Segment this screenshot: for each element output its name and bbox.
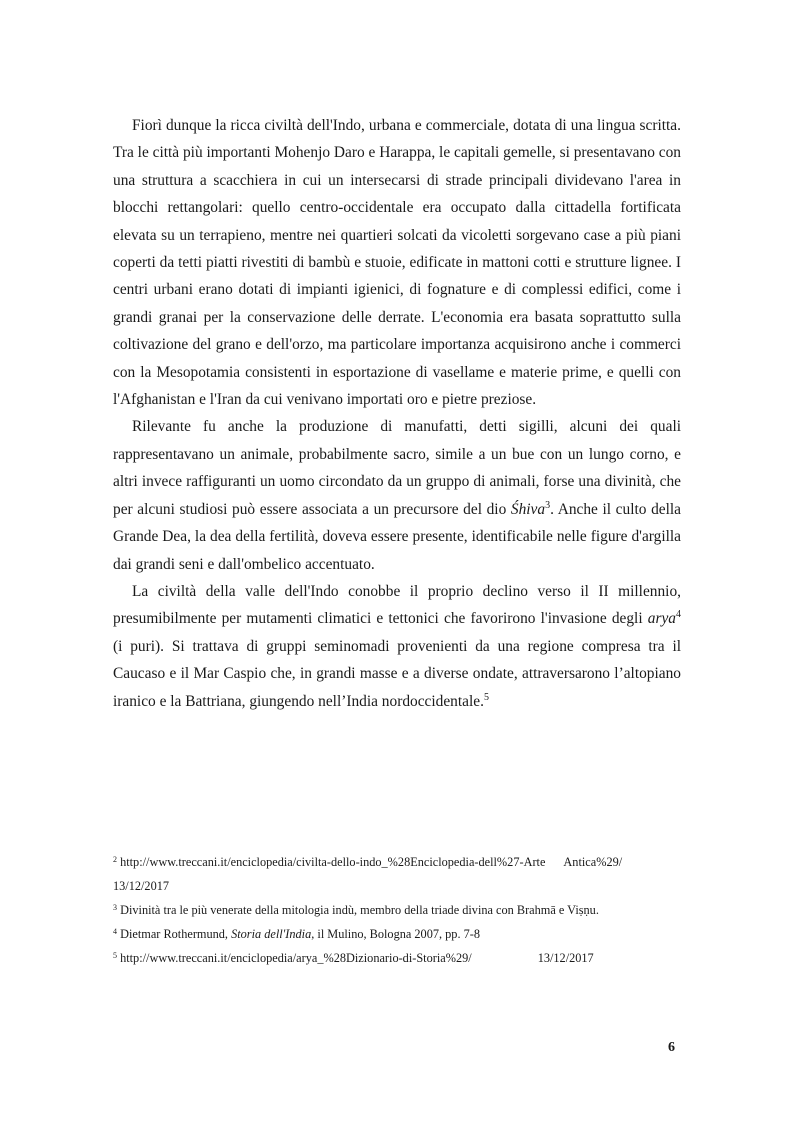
page-number: 6 [668, 1040, 675, 1055]
footnote-book-title: Storia dell'India [231, 927, 312, 941]
footnote-2 [113, 850, 688, 898]
footnote-date: 13/12/2017 [113, 879, 170, 893]
footnotes [113, 850, 688, 970]
footnote-ref[interactable]: 5 [483, 691, 489, 703]
footnote-number: 2 [113, 855, 117, 864]
footnote-author: Dietmar Rothermund, [120, 927, 232, 941]
footnote-number: 3 [113, 903, 117, 912]
italic-term: arya [647, 610, 676, 628]
footnote-date: 13/12/2017 [537, 951, 594, 965]
footnote-ref[interactable]: 4 [676, 609, 681, 621]
footnote-4 [113, 922, 688, 946]
footnote-link[interactable]: http://www.treccani.it/enciclopedia/arya_%28Dizionario-di-Storia%29/ [120, 951, 472, 965]
paragraph-text: Rilevante fu anche la produzione di manufatti, detti sigilli, alcuni dei quali rappresentavano un animale, probabilmente sacro, simile a un bue con un lungo corno, e altri invece raffiguranti un uomo circondato da un gruppo di animali, forse una divinità, che per alcuni studiosi può essere associata a un precursore del dio [113, 418, 681, 518]
paragraph-text: La civiltà della valle dell'Indo conobbe il proprio declino verso il II millennio, presumibilmente per mutamenti climatici e tettonici che favorirono l'invasione degli [113, 582, 681, 628]
footnote-link-tail[interactable]: Antica%29/ [563, 855, 623, 869]
paragraph-text: Fiorì dunque la ricca civiltà dell'Indo, urbana e commerciale, dotata di una lingua scritta. Tra le città più importanti Mohenjo Daro e Harappa, le capitali gemelle, si presentavano con una struttura a scacchiera in cui un intersecarsi di strade principali dividevano l'area in blocchi rettangolari: quello centro-occidentale era occupato dalla cittadella fortificata elevata su un terrapieno, mentre nei quartieri solcati da vicoletti sorgevano case a più piani coperti da tetti piatti rivestiti di bambù e stuoie, edificate in mattoni cotti e strutture lignee. I centri urbani erano dotati di impianti igienici, di fognature e di complessi edifici, come i grandi granai per la conservazione delle derrate. L'economia era basata soprattutto sulla coltivazione del grano e dell'orzo, ma particolare importanza acquisirono anche i commerci con la Mesopotamia consistenti in esportazione di vasellame e materie prime, e quelli con l'Afghanistan e l'Iran da cui venivano importati oro e pietre preziose. [113, 117, 681, 409]
footnote-text: , il Mulino, Bologna 2007, pp. 7-8 [311, 927, 480, 941]
footnote-3 [113, 898, 688, 922]
paragraph-1 [113, 112, 681, 413]
paragraph-text: (i puri). Si trattava di gruppi seminomadi provenienti da una regione compresa tra il Caucaso e il Mar Caspio che, in grandi masse e a diverse ondate, attraversarono l’altopiano iranico e la Battriana, giungendo nell’India nordoccidentale. [113, 637, 681, 710]
footnote-number: 5 [113, 951, 117, 960]
paragraph-text: . Anche il culto della Grande Dea, la dea della fertilità, doveva essere presente, identificabile nelle figure d'argilla dai grandi seni e dall'ombelico accentuato. [113, 500, 681, 573]
italic-term: Śhiva [510, 500, 546, 518]
footnote-link[interactable]: http://www.treccani.it/enciclopedia/civilta-dello-indo_%28Enciclopedia-dell%27-Arte [120, 855, 546, 869]
footnote-5 [113, 946, 688, 970]
paragraph-2 [113, 413, 681, 577]
footnote-ref[interactable]: 3 [545, 499, 551, 511]
footnote-number: 4 [113, 927, 117, 936]
footnote-text: Divinità tra le più venerate della mitologia indù, membro della triade divina con Brahmā e Viṣṇu. [120, 903, 599, 917]
paragraph-3 [113, 578, 681, 715]
body-text [113, 112, 681, 715]
